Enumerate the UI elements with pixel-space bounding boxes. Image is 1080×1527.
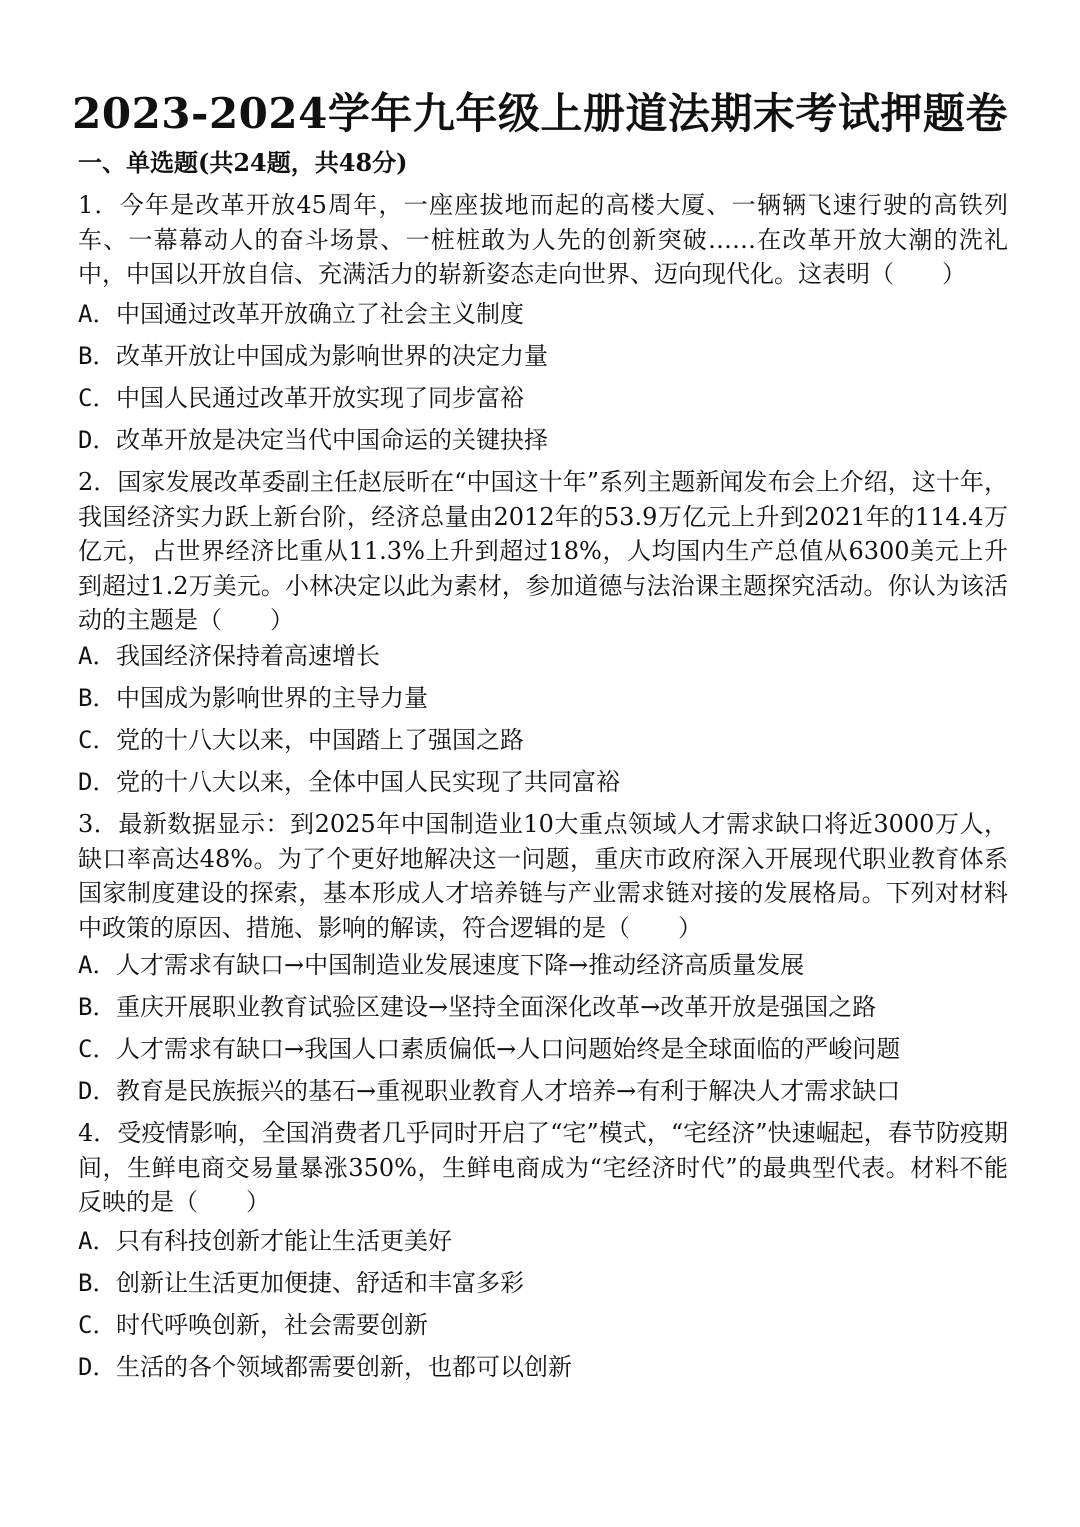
question-3-option-b[interactable] <box>78 990 1008 1024</box>
option-text: 改革开放让中国成为影响世界的决定力量 <box>116 342 548 370</box>
option-letter: C． <box>78 726 117 754</box>
question-2-stem: 2．国家发展改革委副主任赵辰昕在“中国这十年”系列主题新闻发布会上介绍，这十年，我国经济实力跃上新台阶，经济总量由2012年的53.9万亿元上升到2021年的114.4万亿元，占世界经济比重从11.3%上升到超过18%，人均国内生产总值从6300美元上升到超过1.2万美元。小林决定以此为素材，参加道德与法治课主题探究活动。你认为该活动的主题是（ ） <box>78 468 1008 634</box>
question-1-option-c[interactable] <box>78 381 1008 415</box>
exam-title: 2023-2024学年九年级上册道法期末考试押题卷 <box>72 89 1008 138</box>
option-letter: B． <box>78 684 117 712</box>
question-2-option-c[interactable] <box>78 723 1008 757</box>
option-text: 教育是民族振兴的基石→重视职业教育人才培养→有利于解决人才需求缺口 <box>116 1077 901 1105</box>
option-text: 改革开放是决定当代中国命运的关键抉择 <box>116 426 548 454</box>
question-3-option-c[interactable] <box>78 1032 1008 1066</box>
option-letter: D． <box>78 1353 117 1381</box>
option-letter: D． <box>78 426 117 454</box>
section-heading: 一、单选题(共24题，共48分) <box>78 148 408 177</box>
question-4-option-b[interactable] <box>78 1266 1008 1300</box>
option-text: 我国经济保持着高速增长 <box>116 642 380 670</box>
option-text: 生活的各个领域都需要创新，也都可以创新 <box>116 1353 572 1381</box>
question-1-stem: 1．今年是改革开放45周年，一座座拔地而起的高楼大厦、一辆辆飞速行驶的高铁列车、一幕幕动人的奋斗场景、一桩桩敢为人先的创新突破……在改革开放大潮的洗礼中，中国以开放自信、充满活力的崭新姿态走向世界、迈向现代化。这表明（ ） <box>78 191 1008 288</box>
question-3-option-d[interactable] <box>78 1074 1008 1108</box>
question-2-option-d[interactable] <box>78 765 1008 799</box>
question-4-option-a[interactable] <box>78 1224 1008 1258</box>
option-text: 人才需求有缺口→中国制造业发展速度下降→推动经济高质量发展 <box>116 951 805 979</box>
option-text: 中国通过改革开放确立了社会主义制度 <box>116 300 524 328</box>
question-4-option-d[interactable] <box>78 1350 1008 1384</box>
question-1-option-a[interactable] <box>78 297 1008 331</box>
option-letter: C． <box>78 1035 117 1063</box>
option-letter: B． <box>78 1269 117 1297</box>
option-text: 中国人民通过改革开放实现了同步富裕 <box>116 384 524 412</box>
option-text: 只有科技创新才能让生活更美好 <box>116 1227 452 1255</box>
option-letter: B． <box>78 342 117 370</box>
option-text: 重庆开展职业教育试验区建设→坚持全面深化改革→改革开放是强国之路 <box>116 993 877 1021</box>
option-letter: A． <box>78 1227 117 1255</box>
option-text: 时代呼唤创新，社会需要创新 <box>116 1311 428 1339</box>
question-3-stem: 3．最新数据显示：到2025年中国制造业10大重点领域人才需求缺口将近3000万人，缺口率高达48%。为了个更好地解决这一问题，重庆市政府深入开展现代职业教育体系国家制度建设的探索，基本形成人才培养链与产业需求链对接的发展格局。下列对材料中政策的原因、措施、影响的解读，符合逻辑的是（ ） <box>78 810 1008 942</box>
option-text: 党的十八大以来，全体中国人民实现了共同富裕 <box>116 768 620 796</box>
option-letter: D． <box>78 768 117 796</box>
option-letter: B． <box>78 993 117 1021</box>
option-letter: C． <box>78 1311 117 1339</box>
option-text: 中国成为影响世界的主导力量 <box>116 684 428 712</box>
option-letter: C． <box>78 384 117 412</box>
option-text: 人才需求有缺口→我国人口素质偏低→人口问题始终是全球面临的严峻问题 <box>116 1035 901 1063</box>
question-2-option-a[interactable] <box>78 639 1008 673</box>
option-text: 创新让生活更加便捷、舒适和丰富多彩 <box>116 1269 524 1297</box>
option-letter: D． <box>78 1077 117 1105</box>
option-letter: A． <box>78 951 117 979</box>
question-4-stem: 4．受疫情影响，全国消费者几乎同时开启了“宅”模式，“宅经济”快速崛起，春节防疫期间，生鲜电商交易量暴涨350%，生鲜电商成为“宅经济时代”的最典型代表。材料不能反映的是（ ） <box>78 1119 1008 1216</box>
question-1-option-b[interactable] <box>78 339 1008 373</box>
option-letter: A． <box>78 642 117 670</box>
question-4-option-c[interactable] <box>78 1308 1008 1342</box>
question-3-option-a[interactable] <box>78 948 1008 982</box>
question-2-option-b[interactable] <box>78 681 1008 715</box>
option-letter: A． <box>78 300 117 328</box>
question-1-option-d[interactable] <box>78 423 1008 457</box>
option-text: 党的十八大以来，中国踏上了强国之路 <box>116 726 524 754</box>
